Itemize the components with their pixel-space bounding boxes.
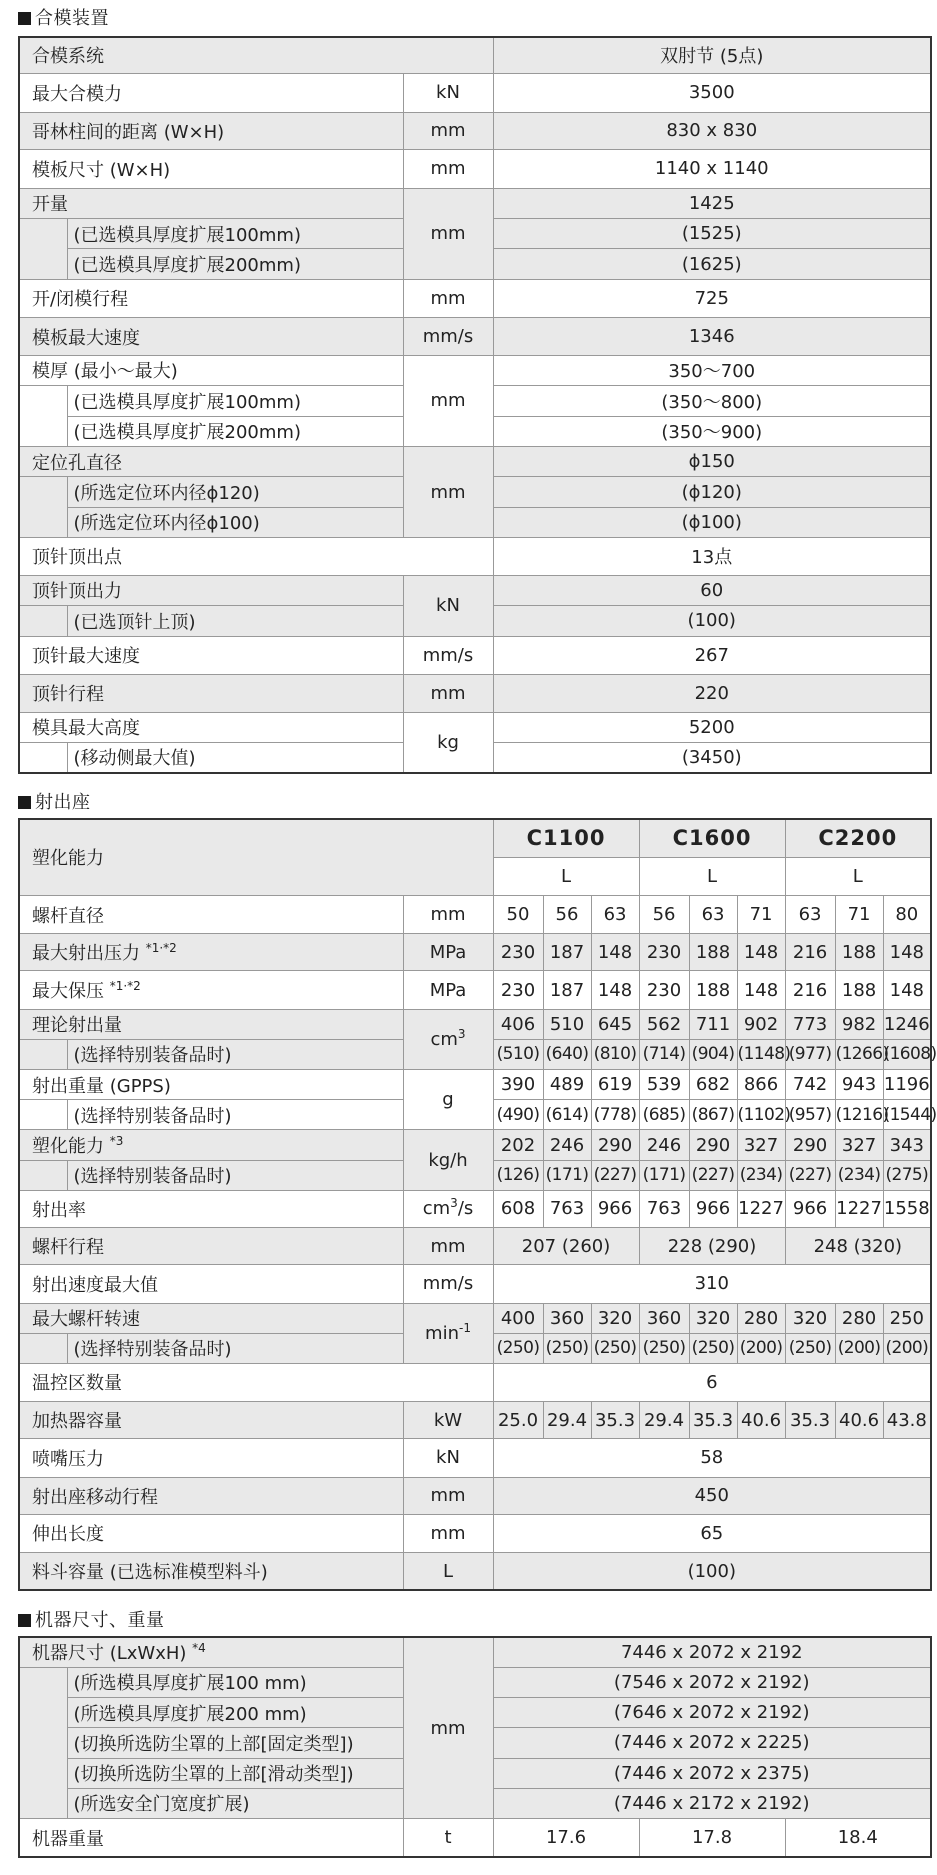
table-row: 塑化能力 $^{*3}$ kg/h 202 246 290 246 290 327 290 327 343: [19, 1130, 931, 1160]
table-row: 螺杆行程 mm 207 (260) 228 (290) 248 (320): [19, 1228, 931, 1265]
table-row: (所选安全门宽度扩展) (7446 x 2172 x 2192): [19, 1788, 931, 1818]
table-row: (所选定位环内径ϕ120) (ϕ120): [19, 477, 931, 507]
model-c2200: C2200: [785, 819, 931, 857]
table-row: (已选模具厚度扩展100mm) (350～800): [19, 386, 931, 416]
table-row: (选择特别装备品时) (490) (614) (778) (685) (867) (1102) (957) (1216) (1544): [19, 1100, 931, 1130]
table-row: 理论射出量 $cm^3$ 406 510 645 562 711 902 773 982 1246: [19, 1009, 931, 1039]
table-row: (已选模具厚度扩展200mm) (1625): [19, 249, 931, 279]
table-row: 开/闭模行程 mm 725: [19, 279, 931, 318]
table-row: (选择特别装备品时) (250) (250) (250) (250) (250) (200) (250) (200) (200): [19, 1333, 931, 1363]
table-row: 螺杆直径 mm 50 56 63 56 63 71 63 71 80: [19, 895, 931, 933]
table-row: 最大射出压力 $^{*1\cdot*2}$ MPa 230 187 148 230 188 148 216 188 148: [19, 934, 931, 971]
table-row: 机器尺寸 (LxWxH) $^{*4}$ mm 7446 x 2072 x 2192: [19, 1637, 931, 1667]
dimensions-table: [18, 1636, 932, 1858]
table-row: 顶针最大速度 mm/s 267: [19, 636, 931, 675]
table-row: (所选定位环内径ϕ100) (ϕ100): [19, 507, 931, 537]
table-row: 顶针顶出力 kN 60: [19, 575, 931, 605]
table-row: 顶针行程 mm 220: [19, 675, 931, 713]
square-bullet-icon: [18, 12, 31, 25]
table-row: 射出座移动行程 mm 450: [19, 1477, 931, 1514]
table-row: 定位孔直径 mm ϕ150: [19, 446, 931, 476]
model-c1600: C1600: [639, 819, 785, 857]
table-row: (已选模具厚度扩展200mm) (350～900): [19, 416, 931, 446]
table-row: 开量 mm 1425: [19, 188, 931, 218]
table-row: (选择特别装备品时) (510) (640) (810) (714) (904) (1148) (977) (1266) (1608): [19, 1039, 931, 1069]
table-row: 最大合模力 kN 3500: [19, 73, 931, 112]
table-row: 加热器容量 kW 25.0 29.4 35.3 29.4 35.3 40.6 35.3 40.6 43.8: [19, 1402, 931, 1439]
table-row: 射出率 $cm^3/s$ 608 763 966 763 966 1227 966 1227 1558: [19, 1190, 931, 1227]
table-row: 模厚 (最小～最大) mm 350～700: [19, 355, 931, 385]
table-row: 温控区数量 6: [19, 1363, 931, 1401]
table-row: 射出速度最大值 mm/s 310: [19, 1265, 931, 1303]
table-row: (切换所选防尘罩的上部[滑动类型]) (7446 x 2072 x 2375): [19, 1758, 931, 1788]
table-row: 机器重量 t 17.6 17.8 18.4: [19, 1819, 931, 1857]
table-row: (已选顶针上顶) (100): [19, 606, 931, 636]
table-row: (选择特别装备品时) (126) (171) (227) (171) (227) (234) (227) (234) (275): [19, 1160, 931, 1190]
table-row: (切换所选防尘罩的上部[固定类型]) (7446 x 2072 x 2225): [19, 1728, 931, 1758]
table-row: 最大保压 $^{*1\cdot*2}$ MPa 230 187 148 230 188 148 216 188 148: [19, 971, 931, 1009]
table-row: 顶针顶出点 13点: [19, 538, 931, 576]
table-row: 模板最大速度 mm/s 1346: [19, 318, 931, 356]
table-row: L L L: [19, 857, 931, 895]
table-row: 塑化能力 C1100 C1600 C2200: [19, 819, 931, 857]
table-row: 喷嘴压力 kN 58: [19, 1439, 931, 1477]
table-row: 最大螺杆转速 $\min^{-1}$ 400 360 320 360 320 280 320 280 250: [19, 1303, 931, 1333]
section-title-clamping: 合模装置: [18, 6, 109, 32]
table-row: 射出重量 (GPPS) g 390 489 619 539 682 866 742 943 1196: [19, 1070, 931, 1100]
table-row: (所选模具厚度扩展200 mm) (7646 x 2072 x 2192): [19, 1698, 931, 1728]
square-bullet-icon: [18, 796, 31, 809]
clamping-table: [18, 36, 932, 774]
table-row: 料斗容量 (已选标准模型料斗) L (100): [19, 1553, 931, 1590]
section-title-injection: 射出座: [18, 790, 91, 816]
injection-table: [18, 818, 937, 1591]
table-row: 合模系统 双肘节 (5点): [19, 37, 931, 73]
square-bullet-icon: [18, 1614, 31, 1627]
table-row: 模板尺寸 (W×H) mm 1140 x 1140: [19, 150, 931, 189]
table-row: 哥林柱间的距离 (W×H) mm 830 x 830: [19, 112, 931, 150]
table-row: 伸出长度 mm 65: [19, 1514, 931, 1552]
table-row: (所选模具厚度扩展100 mm) (7546 x 2072 x 2192): [19, 1667, 931, 1697]
model-c1100: C1100: [493, 819, 639, 857]
table-row: (移动侧最大值) (3450): [19, 742, 931, 773]
table-row: (已选模具厚度扩展100mm) (1525): [19, 218, 931, 248]
section-title-dimensions: 机器尺寸、重量: [18, 1608, 165, 1634]
table-row: 模具最大高度 kg 5200: [19, 712, 931, 742]
